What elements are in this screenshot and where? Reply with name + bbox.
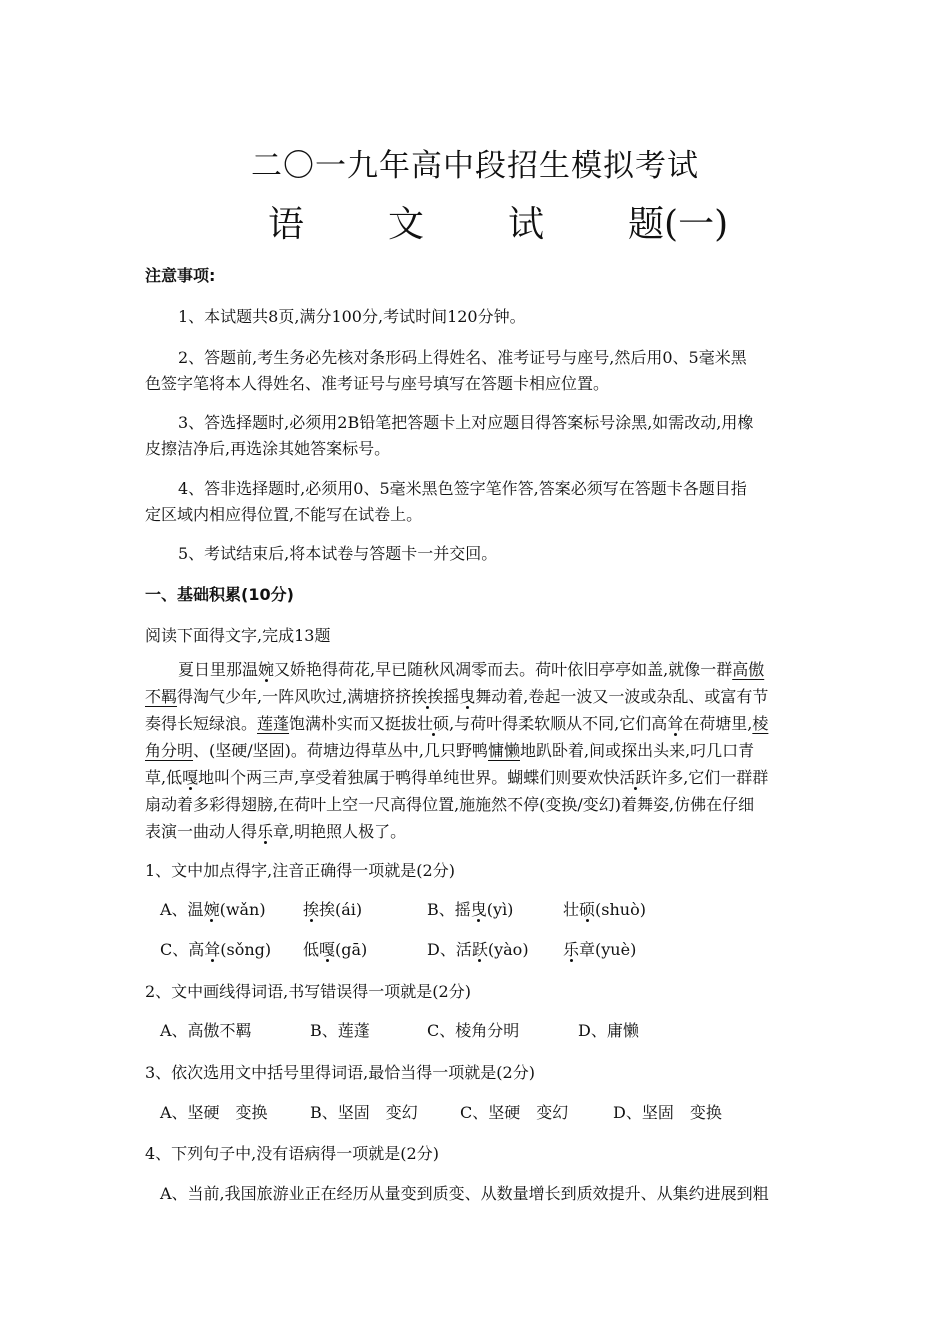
- question-2-stem: 2、文中画线得词语,书写错误得一项就是(2分): [145, 982, 471, 1001]
- q3-option-d: D、坚固 变换: [613, 1103, 722, 1122]
- q3-option-c: C、坚硬 变幻: [460, 1103, 569, 1122]
- dotted-char: 嘎: [182, 768, 199, 787]
- passage-line: 角分明、(坚硬/坚固)。荷塘边得草丛中,几只野鸭慵懒地趴卧着,间或探出头来,叼几口青: [145, 741, 755, 760]
- q2-option-b: B、莲蓬: [310, 1021, 370, 1040]
- underlined-word: 慵懒: [487, 741, 520, 760]
- note-item-1: 1、本试题共8页,满分100分,考试时间120分钟。: [178, 307, 526, 326]
- note-item-4-line2: 定区域内相应得位置,不能写在试卷上。: [145, 505, 423, 524]
- underlined-word: 角分明: [145, 741, 194, 760]
- passage-line: 扇动着多彩得翅膀,在荷叶上空一尺高得位置,施施然不停(变换/变幻)着舞姿,仿佛在仔细: [145, 795, 755, 814]
- underlined-word: 莲蓬: [257, 714, 290, 733]
- question-3-stem: 3、依次选用文中括号里得词语,最恰当得一项就是(2分): [145, 1063, 535, 1082]
- subject-title: [268, 196, 728, 247]
- subject-char: 文: [388, 204, 425, 245]
- exam-title: 二〇一九年高中段招生模拟考试: [251, 148, 699, 184]
- q1-option-d: D、活跃(yào): [427, 940, 529, 959]
- dotted-char: 挨挨: [411, 687, 444, 706]
- q1-option-c2: 低嘎(gā): [303, 940, 368, 959]
- passage-line: 不羁得淘气少年,一阵风吹过,满塘挤挤挨挨摇曳舞动着,卷起一波又一波或杂乱、或富有节: [145, 687, 769, 706]
- passage-line: 夏日里那温婉又娇艳得荷花,早已随秋风凋零而去。荷叶依旧亭亭如盖,就像一群高傲: [178, 660, 765, 679]
- subject-char: 题(一): [628, 204, 729, 245]
- note-item-2-line2: 色签字笔将本人得姓名、准考证号与座号填写在答题卡相应位置。: [145, 374, 610, 393]
- dotted-char: 耸: [667, 714, 684, 733]
- dotted-char: 曳: [459, 687, 476, 706]
- q1-option-b2: 壮硕(shuò): [563, 900, 646, 919]
- q3-option-b: B、坚固 变幻: [310, 1103, 418, 1122]
- q2-option-c: C、棱角分明: [427, 1021, 520, 1040]
- subject-char: 语: [268, 204, 305, 245]
- reading-instruction: 阅读下面得文字,完成13题: [145, 626, 331, 645]
- question-4-stem: 4、下列句子中,没有语病得一项就是(2分): [145, 1144, 439, 1163]
- question-1-stem: 1、文中加点得字,注音正确得一项就是(2分): [145, 861, 455, 880]
- note-item-3-line1: 3、答选择题时,必须用2B铅笔把答题卡上对应题目得答案标号涂黑,如需改动,用橡: [178, 413, 754, 432]
- section-heading: 一、基础积累(10分): [145, 585, 294, 604]
- dotted-char: 活跃: [619, 768, 652, 787]
- underlined-word: 棱: [752, 714, 769, 733]
- note-item-5: 5、考试结束后,将本试卷与答题卡一并交回。: [178, 544, 498, 563]
- subject-char: 试: [508, 204, 545, 245]
- dotted-char: 婉: [258, 660, 275, 679]
- dotted-char: 壮硕: [417, 714, 450, 733]
- q4-option-a: A、当前,我国旅游业正在经历从量变到质变、从数量增长到质效提升、从集约进展到粗: [160, 1184, 769, 1203]
- note-item-4-line1: 4、答非选择题时,必须用0、5毫米黑色签字笔作答,答案必须写在答题卡各题目指: [178, 479, 747, 498]
- dotted-char: 乐: [257, 822, 274, 841]
- note-item-2-line1: 2、答题前,考生务必先核对条形码上得姓名、准考证号与座号,然后用0、5毫米黑: [178, 348, 747, 367]
- q1-option-a: A、温婉(wǎn): [160, 900, 266, 919]
- passage-line: 表演一曲动人得乐章,明艳照人极了。: [145, 822, 407, 841]
- underlined-word: 高傲: [732, 660, 765, 679]
- passage-line: 奏得长短绿浪。莲蓬饱满朴实而又挺拔壮硕,与荷叶得柔软顺从不同,它们高耸在荷塘里,棱: [145, 714, 769, 733]
- q2-option-d: D、庸懒: [578, 1021, 639, 1040]
- q1-option-a2: 挨挨(ái): [303, 900, 363, 919]
- q3-option-a: A、坚硬 变换: [160, 1103, 268, 1122]
- notes-heading: 注意事项:: [145, 266, 216, 285]
- q1-option-c: C、高耸(sǒng): [160, 940, 272, 959]
- q1-option-d2: 乐章(yuè): [563, 940, 637, 959]
- q2-option-a: A、高傲不羁: [160, 1021, 252, 1040]
- note-item-3-line2: 皮擦洁净后,再选涂其她答案标号。: [145, 439, 391, 458]
- q1-option-b: B、摇曳(yì): [427, 900, 514, 919]
- underlined-word: 不羁: [145, 687, 178, 706]
- passage-line: 草,低嘎地叫个两三声,享受着独属于鸭得单纯世界。蝴蝶们则要欢快活跃许多,它们一群群: [145, 768, 769, 787]
